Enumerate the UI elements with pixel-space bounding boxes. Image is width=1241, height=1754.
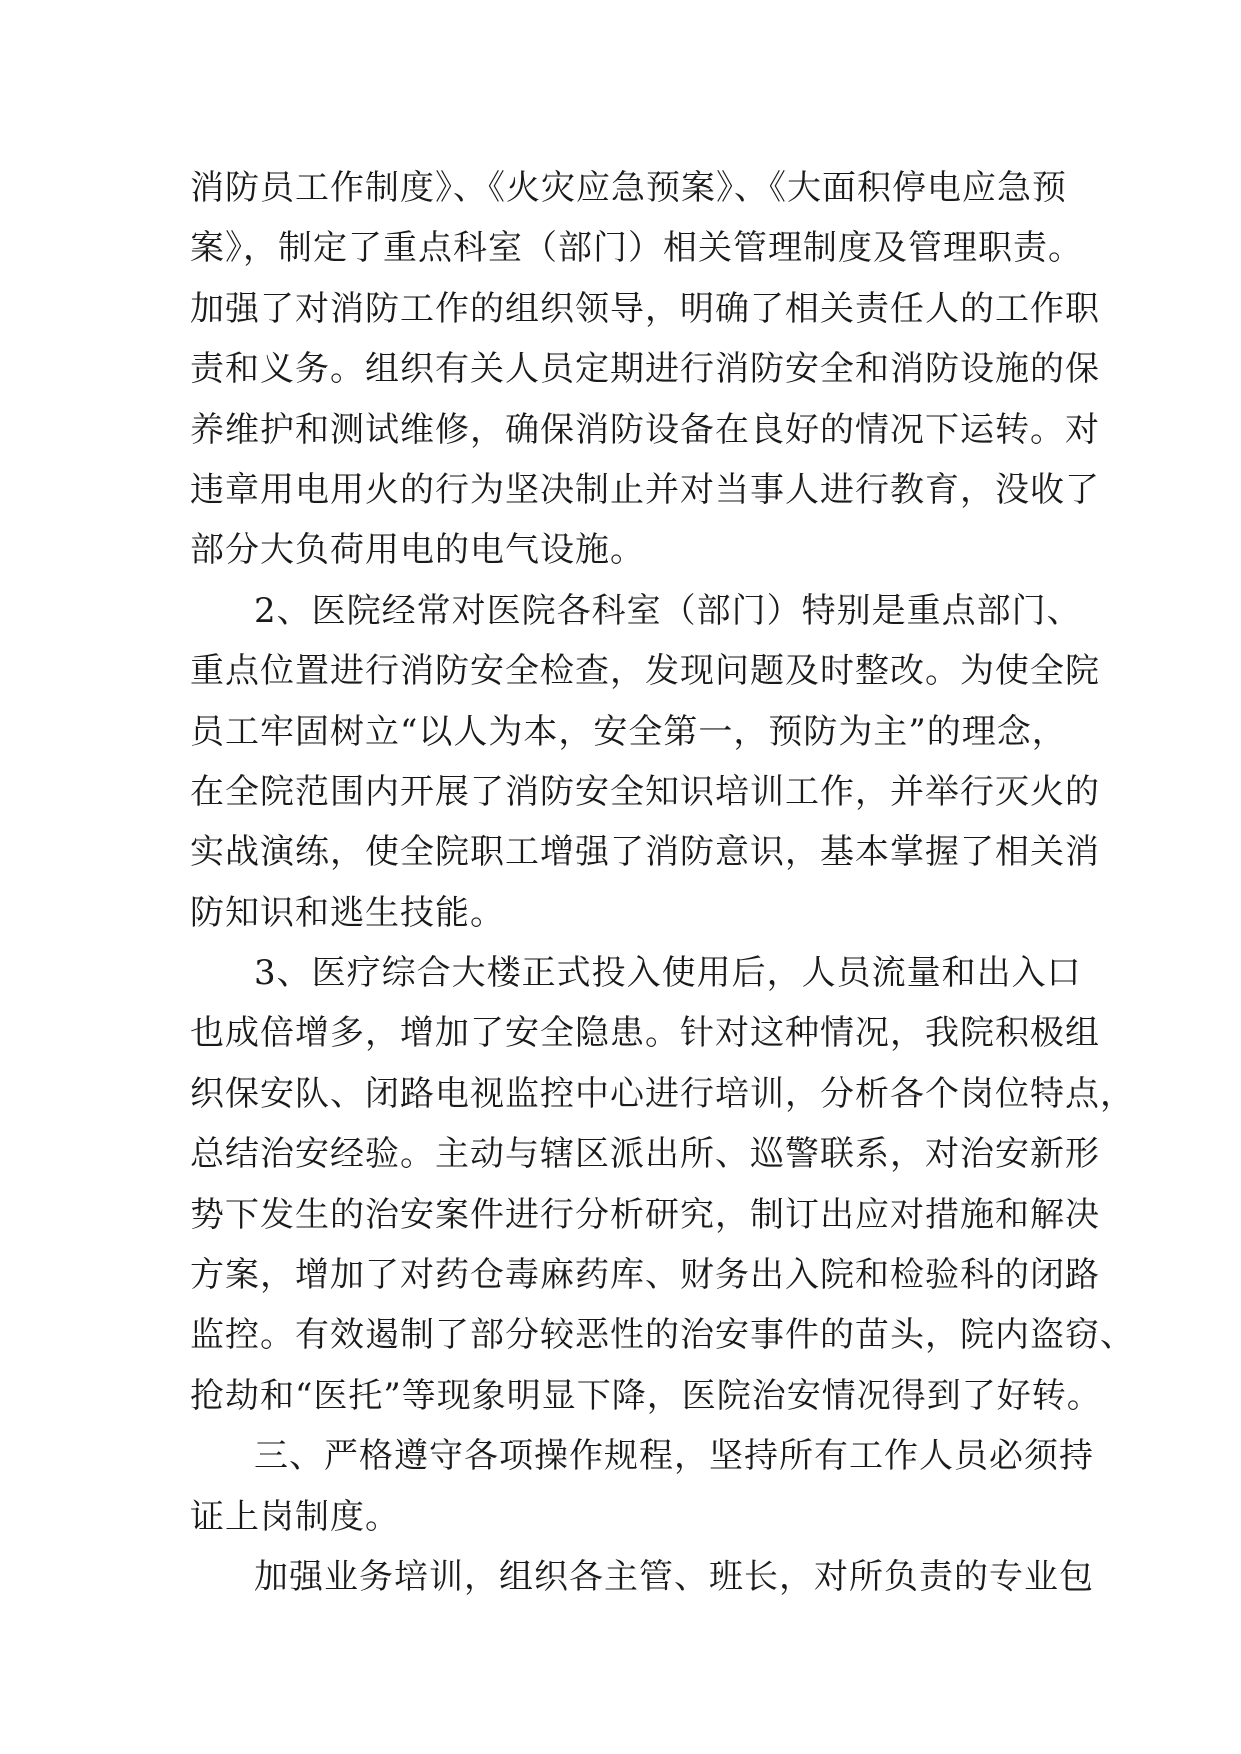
text-line: 责和义务。组织有关人员定期进行消防安全和消防设施的保 xyxy=(190,349,1100,390)
text-line: 养维护和测试维修，确保消防设备在良好的情况下运转。对 xyxy=(190,409,1100,450)
text-line: 消防员工作制度》、《火灾应急预案》、《大面积停电应急预 xyxy=(190,168,1067,208)
text-line: 三、严格遵守各项操作规程，坚持所有工作人员必须持 xyxy=(254,1436,1094,1477)
text-line: 重点位置进行消防安全检查，发现问题及时整改。为使全院 xyxy=(190,651,1100,692)
text-line: 抢劫和“医托”等现象明显下降，医院治安情况得到了好转。 xyxy=(190,1375,1102,1416)
text-line: 违章用电用火的行为坚决制止并对当事人进行教育，没收了 xyxy=(190,469,1100,510)
text-line: 案》，制定了重点科室（部门）相关管理制度及管理职责。 xyxy=(190,228,1083,269)
text-line: 方案，增加了对药仓毒麻药库、财务出入院和检验科的闭路 xyxy=(190,1255,1100,1296)
text-line: 也成倍增多，增加了安全隐患。针对这种情况，我院积极组 xyxy=(190,1013,1100,1054)
text-line: 加强了对消防工作的组织领导，明确了相关责任人的工作职 xyxy=(190,288,1100,329)
text-line: 实战演练，使全院职工增强了消防意识，基本掌握了相关消 xyxy=(190,832,1100,873)
text-line: 3、医疗综合大楼正式投入使用后，人员流量和出入口 xyxy=(254,953,1082,994)
text-line: 加强业务培训，组织各主管、班长，对所负责的专业包 xyxy=(254,1556,1094,1597)
text-line: 总结治安经验。主动与辖区派出所、巡警联系，对治安新形 xyxy=(190,1134,1100,1175)
text-line: 在全院范围内开展了消防安全知识培训工作，并举行灭火的 xyxy=(190,771,1100,812)
text-line: 证上岗制度。 xyxy=(190,1496,400,1537)
text-line: 部分大负荷用电的电气设施。 xyxy=(190,530,645,571)
text-line: 监控。有效遏制了部分较恶性的治安事件的苗头，院内盗窃、 xyxy=(190,1315,1135,1356)
text-line: 织保安队、闭路电视监控中心进行培训，分析各个岗位特点， xyxy=(190,1073,1135,1114)
text-line: 防知识和逃生技能。 xyxy=(190,892,505,933)
text-line: 2、医院经常对医院各科室（部门）特别是重点部门、 xyxy=(254,590,1082,631)
text-line: 员工牢固树立“以人为本，安全第一，预防为主”的理念， xyxy=(190,711,1067,752)
text-line: 势下发生的治安案件进行分析研究，制订出应对措施和解决 xyxy=(190,1194,1100,1235)
body-text xyxy=(190,158,1135,1607)
